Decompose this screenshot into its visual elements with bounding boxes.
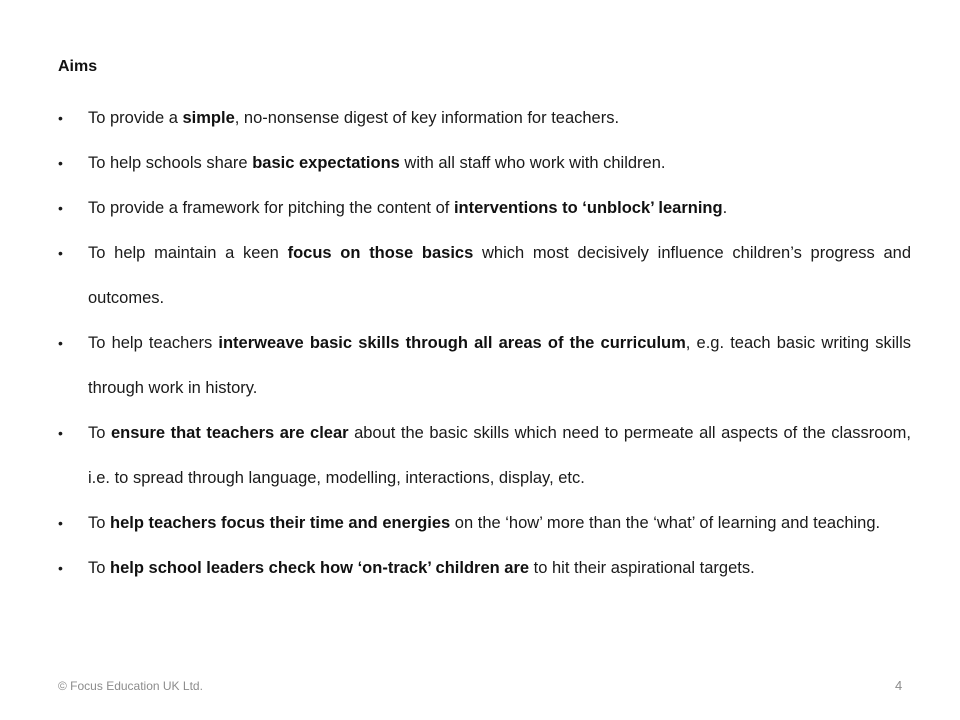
aim-item-7 bbox=[58, 501, 911, 546]
aim-text-before: To help teachers bbox=[88, 334, 219, 352]
bullet-icon: • bbox=[58, 110, 63, 126]
aim-text-before: To provide a framework for pitching the content of bbox=[88, 199, 454, 217]
aim-item-4 bbox=[58, 231, 911, 321]
aim-text-before: To bbox=[88, 514, 111, 532]
aim-item-8 bbox=[58, 546, 911, 591]
aim-item-6 bbox=[58, 411, 911, 501]
aim-text-before: To provide a bbox=[88, 109, 183, 127]
aim-text-after: , no-nonsense digest of key information for teachers. bbox=[234, 109, 620, 127]
bullet-icon: • bbox=[58, 155, 63, 171]
bullet-icon: • bbox=[58, 515, 63, 531]
aim-text-bold: help school leaders check how ‘on-track’ children are bbox=[110, 559, 530, 577]
bullet-icon: • bbox=[58, 245, 63, 261]
aim-item-1 bbox=[58, 96, 911, 141]
aim-text-bold: basic expectations bbox=[252, 154, 400, 172]
page-number: 4 bbox=[895, 678, 903, 693]
aim-text-bold: simple bbox=[182, 109, 235, 127]
aim-text-before: To help schools share bbox=[88, 154, 253, 172]
aim-text-bold: focus on those basics bbox=[287, 244, 474, 262]
aim-text-after: with all staff who work with children. bbox=[399, 154, 666, 172]
aim-item-2 bbox=[58, 141, 911, 186]
aim-text-after: to hit their aspirational targets. bbox=[529, 559, 755, 577]
bullet-icon: • bbox=[58, 335, 63, 351]
aim-text-before: To bbox=[88, 559, 111, 577]
aim-text-bold: help teachers focus their time and energies bbox=[110, 514, 451, 532]
bullet-icon: • bbox=[58, 200, 63, 216]
aim-text-bold: ensure that teachers are clear bbox=[110, 424, 349, 442]
aim-text-after: , e.g. teach basic writing skills through work in history. bbox=[88, 334, 911, 397]
aim-text-after: about the basic skills which need to permeate all aspects of the classroom, i.e. to spread through language, modelling, interactions, display, etc. bbox=[88, 424, 911, 487]
aim-text-after: on the ‘how’ more than the ‘what’ of learning and teaching. bbox=[450, 514, 881, 532]
aim-text-bold: interweave basic skills through all areas of the curriculum bbox=[218, 334, 686, 352]
footer-copyright: © Focus Education UK Ltd. bbox=[58, 679, 203, 693]
aim-item-3 bbox=[58, 186, 911, 231]
bullet-icon: • bbox=[58, 425, 63, 441]
aim-text-bold: interventions to ‘unblock’ learning bbox=[453, 199, 723, 217]
bullet-icon: • bbox=[58, 560, 63, 576]
aim-text-after: which most decisively influence children’s progress and outcomes. bbox=[88, 244, 912, 307]
aims-heading: Aims bbox=[58, 58, 98, 75]
aim-text-after: . bbox=[722, 199, 728, 217]
aim-text-before: To help maintain a keen bbox=[88, 244, 288, 262]
aim-item-5 bbox=[58, 321, 911, 411]
aim-text-before: To bbox=[88, 424, 111, 442]
aims-list bbox=[58, 96, 911, 591]
